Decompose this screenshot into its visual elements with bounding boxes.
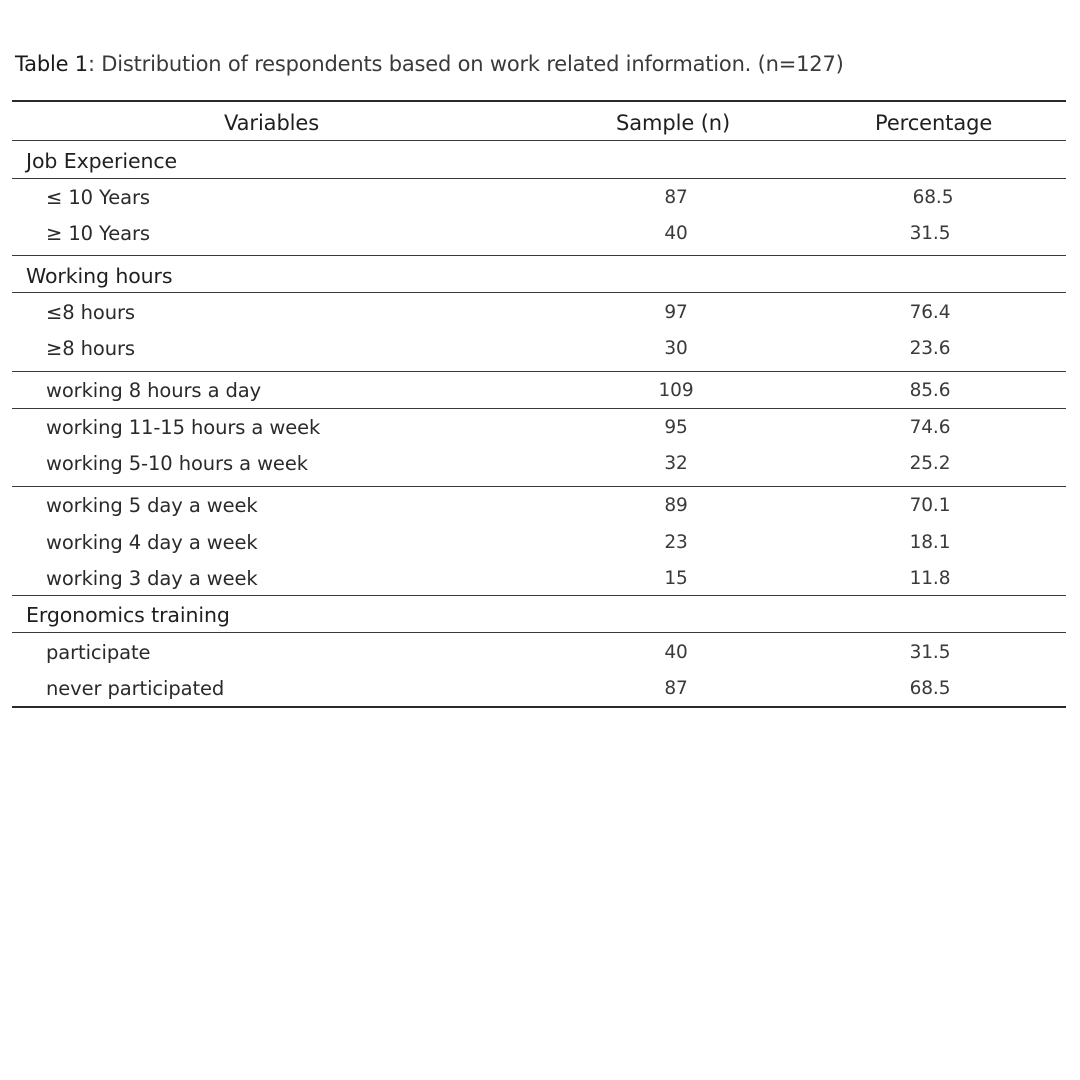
table-row-sample: 15 [664, 568, 688, 589]
table-row-sample: 23 [664, 532, 688, 553]
table-row-percentage: 70.1 [909, 495, 951, 516]
rule-after-experience-rows [12, 255, 1066, 256]
table-caption-lead: Table 1 [15, 52, 88, 76]
table-row-label: participate [46, 641, 151, 664]
rule-after-days-per-week [12, 595, 1066, 596]
table-row-percentage: 85.6 [909, 380, 951, 401]
rule-after-8-hours-day [12, 408, 1066, 409]
table-row-label: working 11-15 hours a week [46, 416, 321, 439]
table-row-sample: 30 [664, 338, 688, 359]
table-row-sample: 87 [664, 187, 688, 208]
table-row-percentage: 11.8 [909, 568, 951, 589]
table-row-percentage: 18.1 [909, 532, 951, 553]
table-caption [15, 52, 844, 76]
table-row-percentage: 68.5 [912, 187, 954, 208]
table-row-sample: 95 [664, 417, 688, 438]
group-job-experience: Job Experience [26, 149, 178, 173]
rule-after-weekly-hours [12, 486, 1066, 487]
table-row-label: never participated [46, 677, 225, 700]
table-row-sample: 87 [664, 678, 688, 699]
table-row-sample: 32 [664, 453, 688, 474]
table-top-rule [12, 100, 1066, 102]
rule-after-hours-rows [12, 371, 1066, 372]
group-ergonomics-training: Ergonomics training [26, 603, 230, 627]
table-row-label: working 5-10 hours a week [46, 452, 308, 475]
table-row-percentage: 23.6 [909, 338, 951, 359]
table-row-label: ≥ 10 Years [46, 222, 150, 245]
table-row-label: ≥8 hours [46, 337, 135, 360]
rule-after-job-experience [12, 178, 1066, 179]
table-row-label: working 8 hours a day [46, 379, 262, 402]
table-row-percentage: 76.4 [909, 302, 951, 323]
table-row-label: ≤8 hours [46, 301, 135, 324]
table-row-label: working 3 day a week [46, 567, 258, 590]
group-working-hours: Working hours [26, 264, 173, 288]
header-bottom-rule [12, 140, 1066, 141]
table-row-label: working 4 day a week [46, 531, 258, 554]
table-row-label: ≤ 10 Years [46, 186, 150, 209]
table-row-percentage: 31.5 [909, 223, 951, 244]
table-row-sample: 109 [658, 380, 694, 401]
header-variables: Variables [224, 111, 320, 135]
table-row-sample: 89 [664, 495, 688, 516]
table-row-label: working 5 day a week [46, 494, 258, 517]
table-caption-text: : Distribution of respondents based on work related information. (n=127) [87, 52, 844, 76]
table-row-sample: 40 [664, 642, 688, 663]
table-row-percentage: 25.2 [909, 453, 951, 474]
table-row-percentage: 68.5 [909, 678, 951, 699]
rule-after-ergonomics [12, 632, 1066, 633]
table-row-sample: 97 [664, 302, 688, 323]
rule-after-working-hours [12, 292, 1066, 293]
header-sample: Sample (n) [616, 111, 731, 135]
table-row-percentage: 74.6 [909, 417, 951, 438]
table-bottom-rule [12, 706, 1066, 708]
table-row-sample: 40 [664, 223, 688, 244]
header-percentage: Percentage [875, 111, 993, 135]
table-row-percentage: 31.5 [909, 642, 951, 663]
